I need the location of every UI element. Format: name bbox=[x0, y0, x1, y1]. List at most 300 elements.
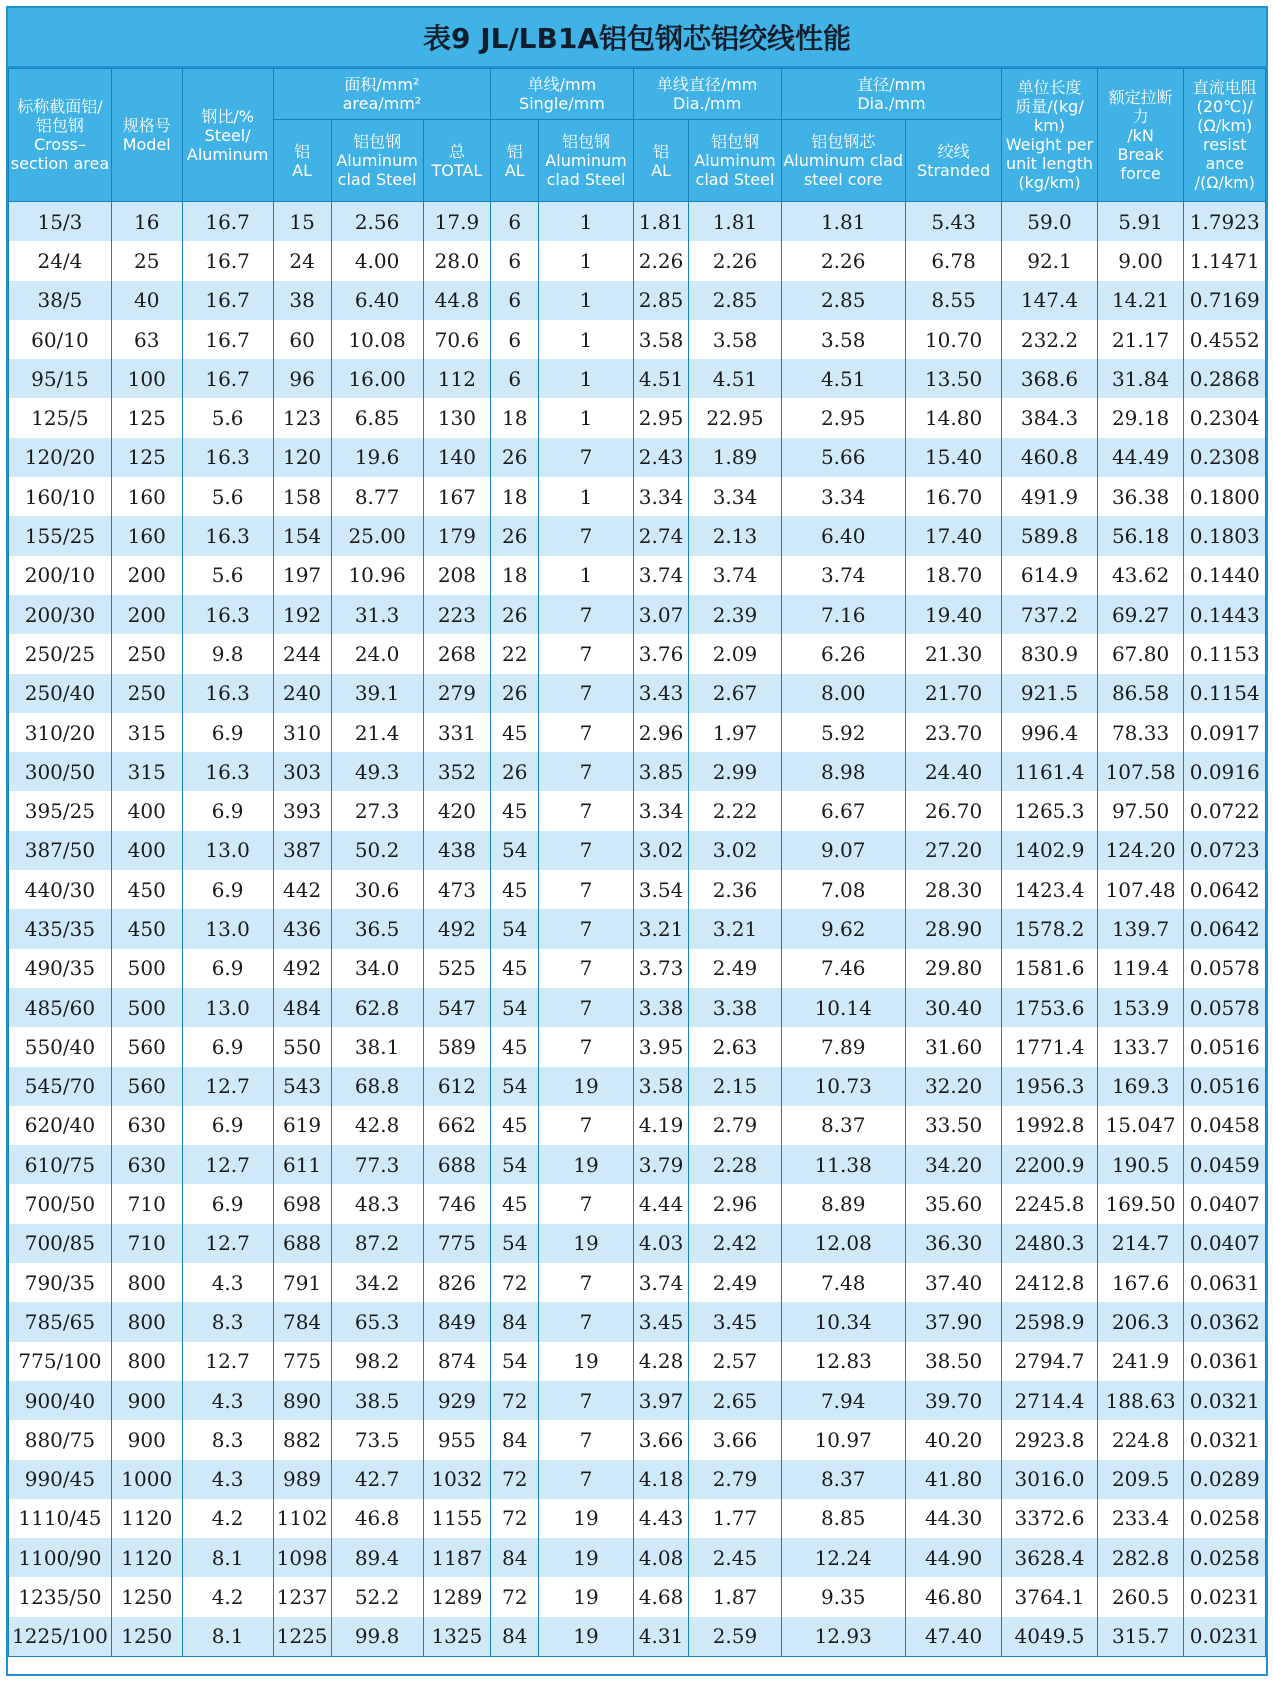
header-single-al: 铝 AL bbox=[491, 120, 539, 202]
cell-model: 1250 bbox=[111, 1577, 182, 1616]
cell-area-clad: 77.3 bbox=[331, 1145, 423, 1184]
cell-dia-core: 3.34 bbox=[781, 477, 905, 516]
cell-area-al: 192 bbox=[273, 595, 331, 634]
cell-weight: 2598.9 bbox=[1002, 1302, 1097, 1341]
cell-dia-stranded: 31.60 bbox=[905, 1027, 1001, 1066]
cell-single-al: 45 bbox=[491, 870, 539, 909]
cell-steel-ratio: 16.3 bbox=[182, 516, 273, 555]
cell-cross-section: 700/85 bbox=[9, 1224, 112, 1263]
table-row bbox=[9, 831, 1266, 870]
cell-dia-core: 8.37 bbox=[781, 1106, 905, 1145]
cell-steel-ratio: 6.9 bbox=[182, 870, 273, 909]
cell-steel-ratio: 12.7 bbox=[182, 1145, 273, 1184]
cell-area-total: 112 bbox=[423, 359, 491, 398]
table-row bbox=[9, 634, 1266, 673]
cell-model: 125 bbox=[111, 398, 182, 437]
cell-area-clad: 8.77 bbox=[331, 477, 423, 516]
header-wire-dia-al: 铝 AL bbox=[633, 120, 689, 202]
cell-cross-section: 120/20 bbox=[9, 438, 112, 477]
cell-dia-stranded: 26.70 bbox=[905, 791, 1001, 830]
cell-single-al: 6 bbox=[491, 241, 539, 280]
table-row bbox=[9, 674, 1266, 713]
cell-model: 200 bbox=[111, 556, 182, 595]
cell-area-total: 331 bbox=[423, 713, 491, 752]
cell-area-al: 882 bbox=[273, 1420, 331, 1459]
cell-single-clad: 19 bbox=[539, 1224, 633, 1263]
cell-single-clad: 7 bbox=[539, 438, 633, 477]
cell-wire-dia-clad: 2.36 bbox=[689, 870, 781, 909]
cell-wire-dia-al: 3.74 bbox=[633, 1263, 689, 1302]
cell-break-force: 139.7 bbox=[1097, 909, 1184, 948]
cell-model: 560 bbox=[111, 1067, 182, 1106]
table-row bbox=[9, 988, 1266, 1027]
cell-area-clad: 73.5 bbox=[331, 1420, 423, 1459]
cell-area-clad: 6.85 bbox=[331, 398, 423, 437]
cell-area-al: 120 bbox=[273, 438, 331, 477]
cell-resistance: 0.1443 bbox=[1184, 595, 1266, 634]
cell-area-clad: 48.3 bbox=[331, 1184, 423, 1223]
cell-single-clad: 7 bbox=[539, 1420, 633, 1459]
cell-area-al: 197 bbox=[273, 556, 331, 595]
cell-area-al: 96 bbox=[273, 359, 331, 398]
cell-area-al: 688 bbox=[273, 1224, 331, 1263]
cell-wire-dia-clad: 1.87 bbox=[689, 1577, 781, 1616]
cell-dia-stranded: 6.78 bbox=[905, 241, 1001, 280]
cell-model: 900 bbox=[111, 1381, 182, 1420]
cell-wire-dia-al: 3.97 bbox=[633, 1381, 689, 1420]
cell-single-al: 6 bbox=[491, 202, 539, 242]
cell-single-clad: 1 bbox=[539, 281, 633, 320]
cell-single-al: 84 bbox=[491, 1617, 539, 1657]
cell-model: 450 bbox=[111, 870, 182, 909]
cell-break-force: 188.63 bbox=[1097, 1381, 1184, 1420]
cell-steel-ratio: 4.3 bbox=[182, 1263, 273, 1302]
cell-wire-dia-clad: 2.42 bbox=[689, 1224, 781, 1263]
cell-wire-dia-al: 3.95 bbox=[633, 1027, 689, 1066]
cell-model: 63 bbox=[111, 320, 182, 359]
table-row bbox=[9, 1538, 1266, 1577]
cell-steel-ratio: 16.7 bbox=[182, 202, 273, 242]
cell-weight: 2714.4 bbox=[1002, 1381, 1097, 1420]
cell-break-force: 153.9 bbox=[1097, 988, 1184, 1027]
table-row bbox=[9, 1420, 1266, 1459]
table-row bbox=[9, 1067, 1266, 1106]
cell-break-force: 169.50 bbox=[1097, 1184, 1184, 1223]
cell-single-al: 18 bbox=[491, 398, 539, 437]
cell-area-total: 179 bbox=[423, 516, 491, 555]
cell-wire-dia-clad: 2.09 bbox=[689, 634, 781, 673]
cell-dia-stranded: 13.50 bbox=[905, 359, 1001, 398]
cell-area-al: 38 bbox=[273, 281, 331, 320]
cell-area-total: 268 bbox=[423, 634, 491, 673]
cell-dia-core: 7.46 bbox=[781, 949, 905, 988]
cell-dia-core: 8.89 bbox=[781, 1184, 905, 1223]
cell-dia-core: 7.08 bbox=[781, 870, 905, 909]
cell-area-clad: 21.4 bbox=[331, 713, 423, 752]
cell-wire-dia-al: 4.51 bbox=[633, 359, 689, 398]
cell-model: 100 bbox=[111, 359, 182, 398]
cell-cross-section: 620/40 bbox=[9, 1106, 112, 1145]
cell-resistance: 0.0458 bbox=[1184, 1106, 1266, 1145]
cell-dia-core: 8.00 bbox=[781, 674, 905, 713]
cell-cross-section: 440/30 bbox=[9, 870, 112, 909]
cell-cross-section: 545/70 bbox=[9, 1067, 112, 1106]
cell-wire-dia-al: 3.34 bbox=[633, 477, 689, 516]
cell-single-clad: 7 bbox=[539, 674, 633, 713]
cell-area-total: 775 bbox=[423, 1224, 491, 1263]
cell-single-clad: 1 bbox=[539, 359, 633, 398]
cell-single-al: 26 bbox=[491, 516, 539, 555]
cell-steel-ratio: 13.0 bbox=[182, 831, 273, 870]
cell-steel-ratio: 13.0 bbox=[182, 909, 273, 948]
cell-single-al: 72 bbox=[491, 1460, 539, 1499]
cell-dia-stranded: 32.20 bbox=[905, 1067, 1001, 1106]
header-row-top bbox=[9, 69, 1266, 120]
cell-single-clad: 7 bbox=[539, 949, 633, 988]
cell-break-force: 78.33 bbox=[1097, 713, 1184, 752]
cell-area-al: 784 bbox=[273, 1302, 331, 1341]
header-area-al: 铝 AL bbox=[273, 120, 331, 202]
cell-single-clad: 7 bbox=[539, 752, 633, 791]
cell-resistance: 0.0321 bbox=[1184, 1381, 1266, 1420]
cell-single-clad: 1 bbox=[539, 202, 633, 242]
table-row bbox=[9, 398, 1266, 437]
cell-break-force: 224.8 bbox=[1097, 1420, 1184, 1459]
cell-weight: 2480.3 bbox=[1002, 1224, 1097, 1263]
cell-area-al: 310 bbox=[273, 713, 331, 752]
cell-resistance: 0.0631 bbox=[1184, 1263, 1266, 1302]
cell-weight: 2794.7 bbox=[1002, 1342, 1097, 1381]
cell-area-total: 44.8 bbox=[423, 281, 491, 320]
cell-resistance: 0.1154 bbox=[1184, 674, 1266, 713]
header-steel-ratio: 钢比/% Steel/ Aluminum bbox=[182, 69, 273, 202]
cell-model: 500 bbox=[111, 988, 182, 1027]
cell-break-force: 119.4 bbox=[1097, 949, 1184, 988]
cell-area-clad: 89.4 bbox=[331, 1538, 423, 1577]
cell-single-clad: 19 bbox=[539, 1577, 633, 1616]
cell-area-total: 874 bbox=[423, 1342, 491, 1381]
cell-area-al: 303 bbox=[273, 752, 331, 791]
cell-wire-dia-clad: 3.21 bbox=[689, 909, 781, 948]
cell-cross-section: 900/40 bbox=[9, 1381, 112, 1420]
cell-dia-stranded: 34.20 bbox=[905, 1145, 1001, 1184]
cell-area-al: 244 bbox=[273, 634, 331, 673]
cell-area-clad: 49.3 bbox=[331, 752, 423, 791]
cell-break-force: 214.7 bbox=[1097, 1224, 1184, 1263]
cell-area-clad: 36.5 bbox=[331, 909, 423, 948]
cell-single-al: 84 bbox=[491, 1420, 539, 1459]
cell-wire-dia-al: 3.76 bbox=[633, 634, 689, 673]
cell-weight: 3764.1 bbox=[1002, 1577, 1097, 1616]
cell-single-clad: 1 bbox=[539, 477, 633, 516]
cell-area-clad: 50.2 bbox=[331, 831, 423, 870]
cell-dia-core: 8.85 bbox=[781, 1499, 905, 1538]
cell-model: 400 bbox=[111, 791, 182, 830]
cell-area-total: 208 bbox=[423, 556, 491, 595]
cell-wire-dia-al: 4.68 bbox=[633, 1577, 689, 1616]
cell-dia-stranded: 5.43 bbox=[905, 202, 1001, 242]
cell-area-clad: 68.8 bbox=[331, 1067, 423, 1106]
cell-resistance: 0.0231 bbox=[1184, 1617, 1266, 1657]
cell-weight: 2200.9 bbox=[1002, 1145, 1097, 1184]
cell-resistance: 0.0258 bbox=[1184, 1499, 1266, 1538]
cell-area-total: 70.6 bbox=[423, 320, 491, 359]
cell-dia-stranded: 40.20 bbox=[905, 1420, 1001, 1459]
cell-single-clad: 7 bbox=[539, 870, 633, 909]
cell-cross-section: 38/5 bbox=[9, 281, 112, 320]
cell-resistance: 0.0407 bbox=[1184, 1224, 1266, 1263]
cell-weight: 3372.6 bbox=[1002, 1499, 1097, 1538]
cell-steel-ratio: 8.1 bbox=[182, 1617, 273, 1657]
cell-break-force: 36.38 bbox=[1097, 477, 1184, 516]
cell-dia-core: 4.51 bbox=[781, 359, 905, 398]
cell-model: 630 bbox=[111, 1106, 182, 1145]
cell-weight: 614.9 bbox=[1002, 556, 1097, 595]
cell-weight: 2245.8 bbox=[1002, 1184, 1097, 1223]
cell-dia-stranded: 46.80 bbox=[905, 1577, 1001, 1616]
cell-model: 125 bbox=[111, 438, 182, 477]
cell-model: 250 bbox=[111, 674, 182, 713]
cell-area-total: 17.9 bbox=[423, 202, 491, 242]
table-row bbox=[9, 1617, 1266, 1657]
cell-dia-stranded: 8.55 bbox=[905, 281, 1001, 320]
header-wire-dia-clad: 铝包钢 Aluminum clad Steel bbox=[689, 120, 781, 202]
cell-wire-dia-al: 4.08 bbox=[633, 1538, 689, 1577]
cell-single-clad: 7 bbox=[539, 1381, 633, 1420]
header-dia-group: 直径/mm Dia./mm bbox=[781, 69, 1002, 120]
cell-resistance: 0.0362 bbox=[1184, 1302, 1266, 1341]
cell-cross-section: 1225/100 bbox=[9, 1617, 112, 1657]
cell-break-force: 124.20 bbox=[1097, 831, 1184, 870]
cell-dia-stranded: 17.40 bbox=[905, 516, 1001, 555]
cell-cross-section: 490/35 bbox=[9, 949, 112, 988]
cell-wire-dia-clad: 2.15 bbox=[689, 1067, 781, 1106]
table-row bbox=[9, 1499, 1266, 1538]
cell-steel-ratio: 6.9 bbox=[182, 791, 273, 830]
cell-break-force: 21.17 bbox=[1097, 320, 1184, 359]
cell-steel-ratio: 12.7 bbox=[182, 1342, 273, 1381]
cell-break-force: 15.047 bbox=[1097, 1106, 1184, 1145]
cell-single-al: 54 bbox=[491, 1224, 539, 1263]
cell-break-force: 44.49 bbox=[1097, 438, 1184, 477]
cell-dia-stranded: 41.80 bbox=[905, 1460, 1001, 1499]
cell-single-al: 54 bbox=[491, 988, 539, 1027]
cell-break-force: 209.5 bbox=[1097, 1460, 1184, 1499]
cell-cross-section: 95/15 bbox=[9, 359, 112, 398]
cell-single-al: 54 bbox=[491, 831, 539, 870]
cell-cross-section: 485/60 bbox=[9, 988, 112, 1027]
cell-single-clad: 19 bbox=[539, 1538, 633, 1577]
cell-area-total: 662 bbox=[423, 1106, 491, 1145]
cell-dia-core: 10.97 bbox=[781, 1420, 905, 1459]
cell-cross-section: 387/50 bbox=[9, 831, 112, 870]
cell-cross-section: 300/50 bbox=[9, 752, 112, 791]
cell-wire-dia-al: 3.38 bbox=[633, 988, 689, 1027]
cell-cross-section: 160/10 bbox=[9, 477, 112, 516]
cell-dia-core: 7.16 bbox=[781, 595, 905, 634]
cell-wire-dia-al: 3.66 bbox=[633, 1420, 689, 1459]
cell-single-clad: 7 bbox=[539, 988, 633, 1027]
cell-wire-dia-al: 3.07 bbox=[633, 595, 689, 634]
cell-steel-ratio: 6.9 bbox=[182, 949, 273, 988]
cell-wire-dia-clad: 2.79 bbox=[689, 1460, 781, 1499]
cell-steel-ratio: 4.3 bbox=[182, 1381, 273, 1420]
cell-model: 160 bbox=[111, 477, 182, 516]
cell-wire-dia-clad: 2.79 bbox=[689, 1106, 781, 1145]
cell-weight: 1753.6 bbox=[1002, 988, 1097, 1027]
cell-wire-dia-clad: 3.02 bbox=[689, 831, 781, 870]
cell-dia-core: 10.14 bbox=[781, 988, 905, 1027]
cell-area-total: 1289 bbox=[423, 1577, 491, 1616]
cell-single-clad: 19 bbox=[539, 1342, 633, 1381]
cell-wire-dia-al: 4.03 bbox=[633, 1224, 689, 1263]
cell-dia-stranded: 29.80 bbox=[905, 949, 1001, 988]
cell-area-al: 791 bbox=[273, 1263, 331, 1302]
table-row bbox=[9, 870, 1266, 909]
cell-cross-section: 15/3 bbox=[9, 202, 112, 242]
cell-area-clad: 99.8 bbox=[331, 1617, 423, 1657]
cell-area-total: 28.0 bbox=[423, 241, 491, 280]
cell-dia-stranded: 30.40 bbox=[905, 988, 1001, 1027]
table-row bbox=[9, 438, 1266, 477]
cell-area-clad: 87.2 bbox=[331, 1224, 423, 1263]
cell-single-clad: 7 bbox=[539, 1302, 633, 1341]
cell-resistance: 0.2308 bbox=[1184, 438, 1266, 477]
cell-resistance: 0.0578 bbox=[1184, 988, 1266, 1027]
cell-dia-core: 12.24 bbox=[781, 1538, 905, 1577]
cell-single-clad: 7 bbox=[539, 1263, 633, 1302]
cell-wire-dia-clad: 2.99 bbox=[689, 752, 781, 791]
table-row bbox=[9, 909, 1266, 948]
cell-resistance: 0.0642 bbox=[1184, 870, 1266, 909]
cell-wire-dia-al: 4.19 bbox=[633, 1106, 689, 1145]
cell-cross-section: 200/30 bbox=[9, 595, 112, 634]
cell-resistance: 0.2868 bbox=[1184, 359, 1266, 398]
cell-area-clad: 2.56 bbox=[331, 202, 423, 242]
cell-cross-section: 785/65 bbox=[9, 1302, 112, 1341]
cell-area-total: 223 bbox=[423, 595, 491, 634]
cell-dia-core: 5.92 bbox=[781, 713, 905, 752]
cell-wire-dia-clad: 3.58 bbox=[689, 320, 781, 359]
cell-area-al: 436 bbox=[273, 909, 331, 948]
table-row bbox=[9, 713, 1266, 752]
cell-cross-section: 1110/45 bbox=[9, 1499, 112, 1538]
cell-dia-stranded: 47.40 bbox=[905, 1617, 1001, 1657]
cell-resistance: 0.2304 bbox=[1184, 398, 1266, 437]
cell-steel-ratio: 6.9 bbox=[182, 1184, 273, 1223]
cell-single-clad: 7 bbox=[539, 1027, 633, 1066]
cell-dia-core: 12.93 bbox=[781, 1617, 905, 1657]
cell-wire-dia-clad: 2.63 bbox=[689, 1027, 781, 1066]
cell-single-al: 45 bbox=[491, 791, 539, 830]
cell-weight: 2412.8 bbox=[1002, 1263, 1097, 1302]
cell-weight: 1265.3 bbox=[1002, 791, 1097, 830]
cell-area-clad: 27.3 bbox=[331, 791, 423, 830]
cell-cross-section: 200/10 bbox=[9, 556, 112, 595]
cell-dia-stranded: 10.70 bbox=[905, 320, 1001, 359]
cell-area-al: 492 bbox=[273, 949, 331, 988]
cell-dia-core: 8.37 bbox=[781, 1460, 905, 1499]
cell-weight: 1578.2 bbox=[1002, 909, 1097, 948]
cell-dia-stranded: 24.40 bbox=[905, 752, 1001, 791]
cell-wire-dia-clad: 22.95 bbox=[689, 398, 781, 437]
cell-area-clad: 31.3 bbox=[331, 595, 423, 634]
cell-weight: 996.4 bbox=[1002, 713, 1097, 752]
cell-wire-dia-al: 2.96 bbox=[633, 713, 689, 752]
cell-single-al: 18 bbox=[491, 477, 539, 516]
cell-area-total: 612 bbox=[423, 1067, 491, 1106]
cell-wire-dia-al: 4.31 bbox=[633, 1617, 689, 1657]
cell-area-clad: 98.2 bbox=[331, 1342, 423, 1381]
cell-model: 800 bbox=[111, 1302, 182, 1341]
cell-model: 1250 bbox=[111, 1617, 182, 1657]
cell-break-force: 56.18 bbox=[1097, 516, 1184, 555]
cell-area-clad: 6.40 bbox=[331, 281, 423, 320]
cell-wire-dia-clad: 2.22 bbox=[689, 791, 781, 830]
cell-wire-dia-al: 3.74 bbox=[633, 556, 689, 595]
cell-single-clad: 19 bbox=[539, 1617, 633, 1657]
cell-area-total: 688 bbox=[423, 1145, 491, 1184]
cell-wire-dia-clad: 2.39 bbox=[689, 595, 781, 634]
cell-area-al: 484 bbox=[273, 988, 331, 1027]
cell-dia-stranded: 35.60 bbox=[905, 1184, 1001, 1223]
cell-dia-core: 8.98 bbox=[781, 752, 905, 791]
cell-wire-dia-al: 2.43 bbox=[633, 438, 689, 477]
cell-area-total: 1155 bbox=[423, 1499, 491, 1538]
cell-dia-core: 3.74 bbox=[781, 556, 905, 595]
cell-area-clad: 34.2 bbox=[331, 1263, 423, 1302]
cell-wire-dia-al: 4.44 bbox=[633, 1184, 689, 1223]
cell-area-clad: 38.1 bbox=[331, 1027, 423, 1066]
table-row bbox=[9, 1302, 1266, 1341]
cell-break-force: 67.80 bbox=[1097, 634, 1184, 673]
cell-dia-core: 5.66 bbox=[781, 438, 905, 477]
cell-cross-section: 990/45 bbox=[9, 1460, 112, 1499]
cell-area-al: 1102 bbox=[273, 1499, 331, 1538]
cell-resistance: 0.0723 bbox=[1184, 831, 1266, 870]
cell-single-clad: 7 bbox=[539, 909, 633, 948]
cell-single-al: 26 bbox=[491, 674, 539, 713]
cell-single-al: 45 bbox=[491, 1106, 539, 1145]
cell-single-al: 54 bbox=[491, 909, 539, 948]
cell-dia-stranded: 33.50 bbox=[905, 1106, 1001, 1145]
cell-model: 315 bbox=[111, 713, 182, 752]
cell-area-al: 543 bbox=[273, 1067, 331, 1106]
cell-resistance: 0.4552 bbox=[1184, 320, 1266, 359]
spec-table bbox=[8, 68, 1266, 1657]
cell-resistance: 0.0642 bbox=[1184, 909, 1266, 948]
table-row bbox=[9, 241, 1266, 280]
cell-cross-section: 1235/50 bbox=[9, 1577, 112, 1616]
cell-single-al: 72 bbox=[491, 1263, 539, 1302]
cell-area-total: 1032 bbox=[423, 1460, 491, 1499]
cell-area-total: 589 bbox=[423, 1027, 491, 1066]
cell-single-clad: 7 bbox=[539, 791, 633, 830]
cell-wire-dia-al: 2.95 bbox=[633, 398, 689, 437]
table-row bbox=[9, 477, 1266, 516]
cell-area-clad: 39.1 bbox=[331, 674, 423, 713]
header-area-total: 总 TOTAL bbox=[423, 120, 491, 202]
cell-model: 710 bbox=[111, 1224, 182, 1263]
cell-wire-dia-al: 4.43 bbox=[633, 1499, 689, 1538]
cell-area-total: 420 bbox=[423, 791, 491, 830]
table-row bbox=[9, 1342, 1266, 1381]
cell-area-total: 525 bbox=[423, 949, 491, 988]
table-body bbox=[9, 202, 1266, 1657]
header-weight: 单位长度 质量/(kg/ km) Weight per unit length (kg/km) bbox=[1002, 69, 1097, 202]
cell-resistance: 0.0578 bbox=[1184, 949, 1266, 988]
cell-single-al: 45 bbox=[491, 1184, 539, 1223]
